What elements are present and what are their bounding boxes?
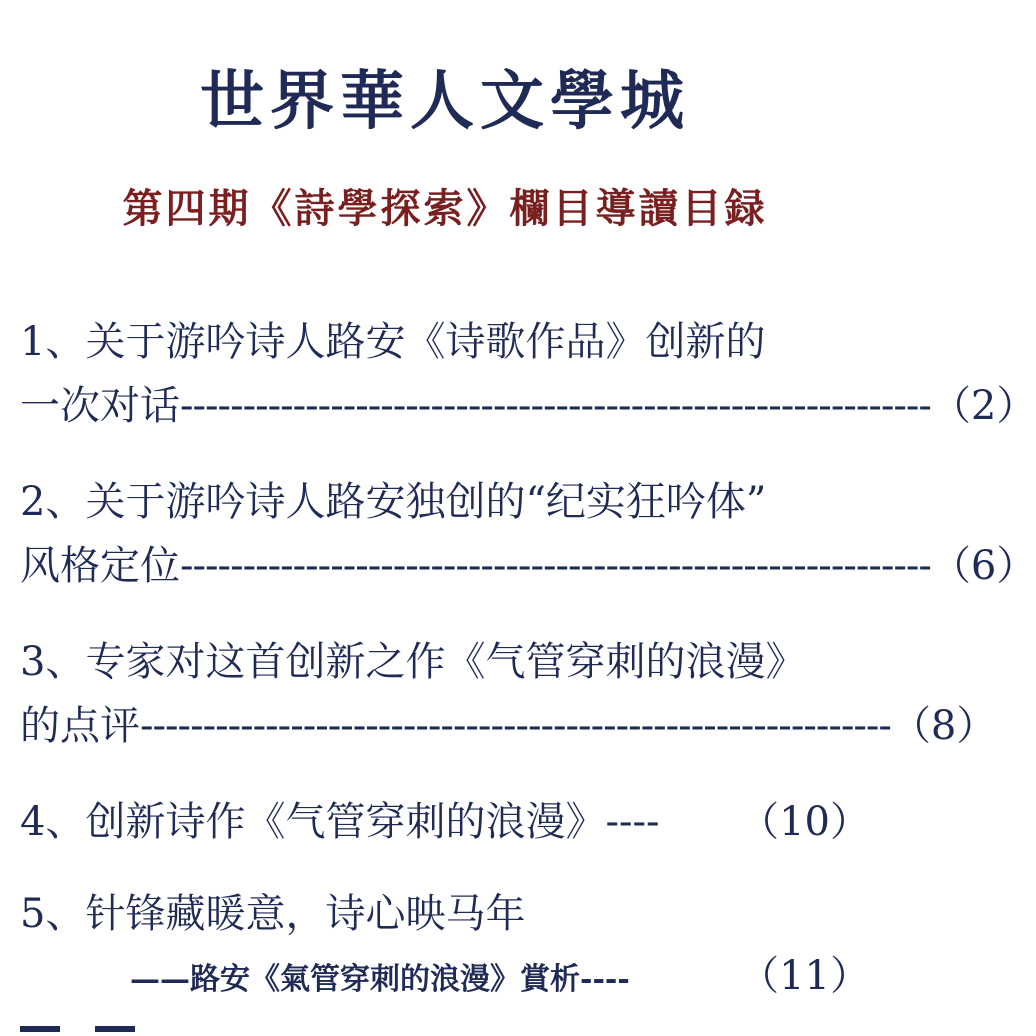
cut-off-next-line: [20, 1016, 220, 1030]
leader-dashes: ------------------------------------------------------------: [140, 703, 891, 749]
toc-entry-subtitle-line: [20, 946, 870, 1010]
toc-entry-line: [20, 310, 870, 374]
toc-entry-title: 4、创新诗作《气管穿刺的浪漫》----: [20, 799, 660, 845]
toc-entry-line: [20, 534, 1036, 598]
page-number: （2）: [930, 383, 1036, 429]
page-title: 世界華人文學城: [200, 64, 690, 139]
leader-dashes: ------------------------------------------------------------: [180, 383, 931, 429]
toc-entry-1[interactable]: [20, 310, 1036, 438]
partial-glyph: [20, 1026, 60, 1032]
toc-entry-2[interactable]: [20, 470, 1036, 598]
toc-entry-title-cont: 一次对话: [20, 383, 180, 429]
page-number: （8）: [890, 703, 997, 749]
toc-entry-line: [20, 790, 870, 854]
page-number: （6）: [930, 543, 1036, 589]
toc-entry-subtitle: ——路安《氣管穿刺的浪漫》賞析----: [130, 962, 630, 997]
toc-entry-line: [20, 470, 870, 534]
page-number: （10）: [739, 799, 870, 845]
leader-dashes: ------------------------------------------------------------: [180, 543, 931, 589]
toc-entry-line: [20, 374, 1036, 438]
toc-entry-title: 2、关于游吟诗人路安独创的“纪实狂吟体”: [20, 479, 767, 525]
partial-glyph: [95, 1026, 135, 1032]
toc-entry-title-cont: 的点评: [20, 703, 140, 749]
toc-entry-title-cont: 风格定位: [20, 543, 180, 589]
toc-entry-title: 1、关于游吟诗人路安《诗歌作品》创新的: [20, 319, 766, 365]
page-subtitle: 第四期《詩學探索》欄目導讀目録: [122, 185, 768, 232]
toc-entry-title: 3、专家对这首创新之作《气管穿刺的浪漫》: [20, 639, 806, 685]
toc-entry-line: [20, 694, 997, 758]
toc-entry-4[interactable]: [20, 790, 870, 854]
toc-entry-5[interactable]: [20, 882, 870, 1010]
toc-entry-line: [20, 630, 870, 694]
toc-entry-line: [20, 882, 870, 946]
toc-entry-3[interactable]: [20, 630, 997, 758]
toc-entry-title: 5、针锋藏暖意，诗心映马年: [20, 891, 526, 937]
page-number: （11）: [739, 953, 870, 999]
